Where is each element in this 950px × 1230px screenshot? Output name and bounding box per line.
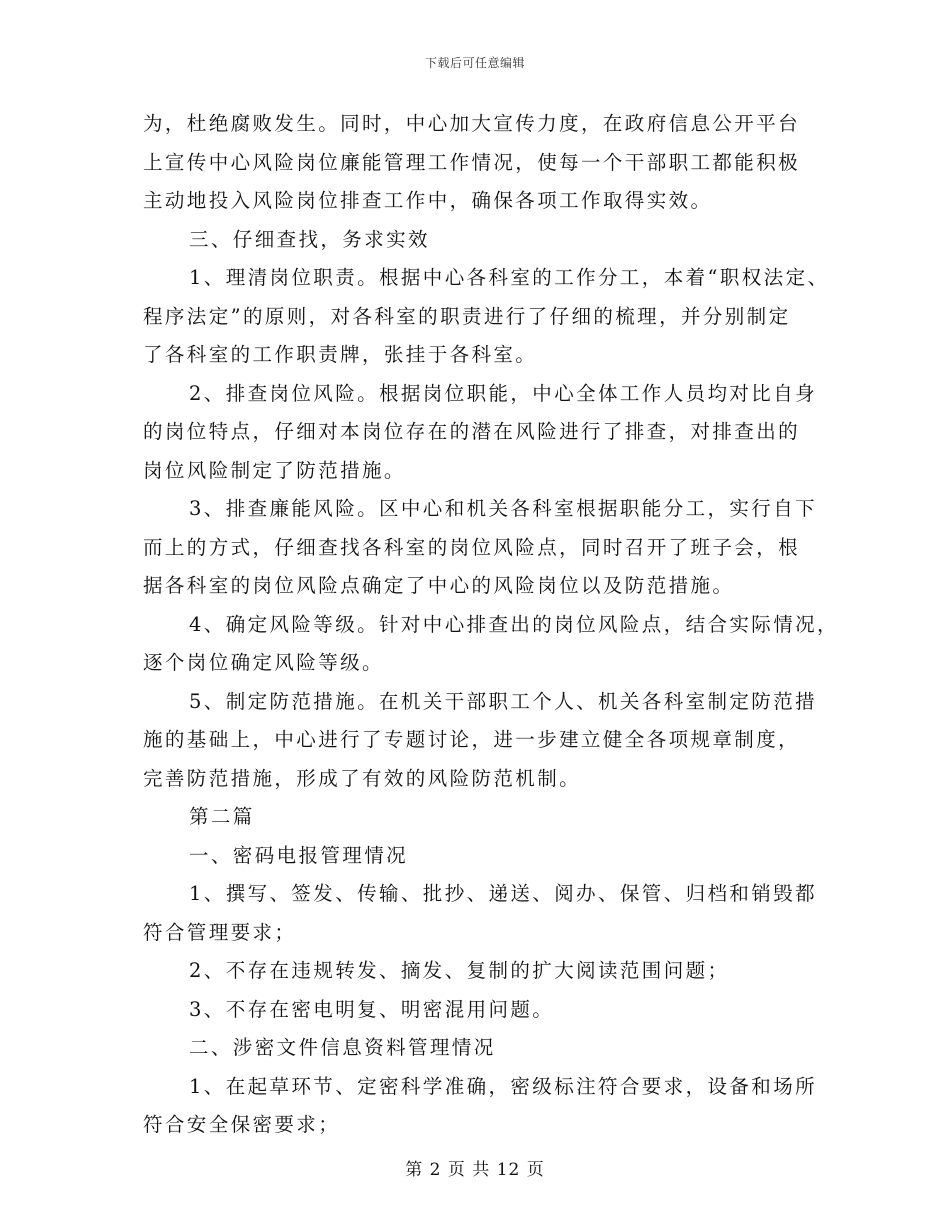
paragraph-line: 程序法定”的原则，对各科室的职责进行了仔细的梳理，并分别制定 bbox=[143, 304, 791, 328]
paragraph-line: 的岗位特点，仔细对本岗位存在的潜在风险进行了排查，对排查出的 bbox=[143, 420, 801, 443]
paragraph-line: 上宣传中心风险岗位廉能管理工作情况，使每一个干部职工都能积极 bbox=[143, 150, 801, 174]
paragraph-line: 符合安全保密要求； bbox=[143, 1113, 341, 1136]
paragraph-line: 5、制定防范措施。在机关干部职工个人、机关各科室制定防范措 bbox=[189, 689, 818, 713]
paragraph-line: 1、理清岗位职责。根据中心各科室的工作分工，本着“职权法定、 bbox=[189, 266, 830, 289]
paragraph-line: 逐个岗位确定风险等级。 bbox=[143, 651, 384, 674]
page-header-note: 下载后可任意编辑 bbox=[424, 56, 525, 70]
section-heading: 一、密码电报管理情况 bbox=[189, 843, 409, 867]
paragraph-line: 1、撰写、签发、传输、批抄、递送、阅办、保管、归档和销毁都 bbox=[189, 882, 818, 905]
paragraph-line: 完善防范措施，形成了有效的风险防范机制。 bbox=[143, 766, 582, 790]
paragraph-line: 1、在起草环节、定密科学准确，密级标注符合要求，设备和场所 bbox=[189, 1074, 818, 1098]
paragraph-line: 主动地投入风险岗位排查工作中，确保各项工作取得实效。 bbox=[143, 189, 713, 212]
paragraph-line: 而上的方式，仔细查找各科室的岗位风险点，同时召开了班子会，根 bbox=[143, 535, 801, 559]
paragraph-line: 2、不存在违规转发、摘发、复制的扩大阅读范围问题； bbox=[189, 959, 730, 982]
document-body bbox=[143, 109, 839, 1149]
paragraph-line: 2、排查岗位风险。根据岗位职能，中心全体工作人员均对比自身 bbox=[189, 381, 818, 405]
paragraph-line: 为，杜绝腐败发生。同时，中心加大宣传力度，在政府信息公开平台 bbox=[143, 112, 801, 135]
paragraph-line: 施的基础上，中心进行了专题讨论，进一步建立健全各项规章制度， bbox=[143, 728, 801, 751]
paragraph-line: 了各科室的工作职责牌，张挂于各科室。 bbox=[143, 343, 538, 366]
page-number-footer: 第 2 页 共 12 页 bbox=[405, 1160, 545, 1180]
part-heading: 第二篇 bbox=[189, 805, 255, 828]
paragraph-line: 3、不存在密电明复、明密混用问题。 bbox=[189, 997, 555, 1021]
section-heading: 三、仔细查找，务求实效 bbox=[189, 227, 430, 251]
section-heading: 二、涉密文件信息资料管理情况 bbox=[189, 1036, 496, 1059]
paragraph-line: 据各科室的岗位风险点确定了中心的风险岗位以及防范措施。 bbox=[143, 574, 735, 597]
paragraph-line: 符合管理要求； bbox=[143, 920, 297, 944]
paragraph-line: 岗位风险制定了防范措施。 bbox=[143, 458, 406, 482]
paragraph-line: 3、排查廉能风险。区中心和机关各科室根据职能分工，实行自下 bbox=[189, 497, 818, 520]
paragraph-line: 4、确定风险等级。针对中心排查出的岗位风险点，结合实际情况， bbox=[189, 612, 839, 636]
